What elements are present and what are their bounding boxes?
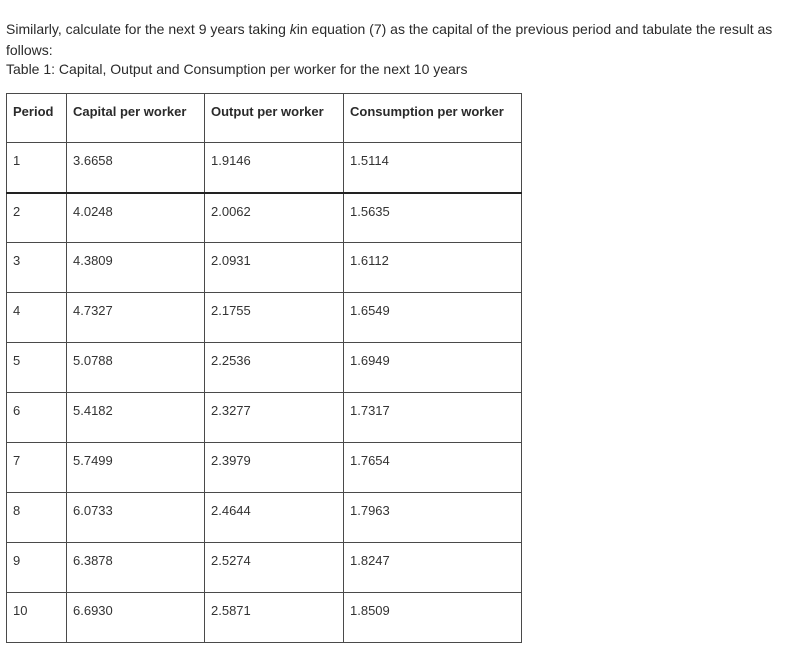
cell-capital: 5.7499 xyxy=(67,443,205,493)
cell-output: 2.0062 xyxy=(205,193,344,243)
cell-consumption: 1.7963 xyxy=(344,493,522,543)
table-row xyxy=(7,493,522,543)
data-table xyxy=(6,93,522,643)
cell-capital: 6.3878 xyxy=(67,543,205,593)
table-row xyxy=(7,543,522,593)
cell-consumption: 1.6949 xyxy=(344,343,522,393)
cell-capital: 4.3809 xyxy=(67,243,205,293)
cell-output: 2.5871 xyxy=(205,593,344,643)
cell-output: 2.1755 xyxy=(205,293,344,343)
cell-period: 7 xyxy=(7,443,67,493)
table-row xyxy=(7,243,522,293)
table-row xyxy=(7,193,522,243)
cell-output: 2.5274 xyxy=(205,543,344,593)
cell-output: 2.0931 xyxy=(205,243,344,293)
cell-consumption: 1.8247 xyxy=(344,543,522,593)
cell-consumption: 1.7654 xyxy=(344,443,522,493)
cell-output: 2.3277 xyxy=(205,393,344,443)
cell-capital: 3.6658 xyxy=(67,143,205,193)
header-period: Period xyxy=(7,94,67,143)
cell-consumption: 1.5635 xyxy=(344,193,522,243)
table-row xyxy=(7,593,522,643)
cell-consumption: 1.8509 xyxy=(344,593,522,643)
header-capital-per-worker: Capital per worker xyxy=(67,94,205,143)
cell-consumption: 1.5114 xyxy=(344,143,522,193)
intro-text-after: in equation (7) as the capital of the previous period and tabulate the result as follows: xyxy=(6,21,773,58)
table-caption: Table 1: Capital, Output and Consumption per worker for the next 10 years xyxy=(6,61,468,77)
cell-output: 2.4644 xyxy=(205,493,344,543)
cell-capital: 4.7327 xyxy=(67,293,205,343)
cell-period: 8 xyxy=(7,493,67,543)
cell-period: 5 xyxy=(7,343,67,393)
cell-consumption: 1.6549 xyxy=(344,293,522,343)
cell-period: 6 xyxy=(7,393,67,443)
table-row xyxy=(7,343,522,393)
header-output-per-worker: Output per worker xyxy=(205,94,344,143)
intro-text-before: Similarly, calculate for the next 9 years taking xyxy=(6,21,290,37)
cell-period: 10 xyxy=(7,593,67,643)
cell-consumption: 1.7317 xyxy=(344,393,522,443)
cell-output: 1.9146 xyxy=(205,143,344,193)
cell-capital: 4.0248 xyxy=(67,193,205,243)
table-row xyxy=(7,393,522,443)
table-row xyxy=(7,143,522,193)
intro-variable: k xyxy=(289,21,297,37)
cell-capital: 6.6930 xyxy=(67,593,205,643)
cell-consumption: 1.6112 xyxy=(344,243,522,293)
cell-output: 2.3979 xyxy=(205,443,344,493)
table-row xyxy=(7,443,522,493)
cell-output: 2.2536 xyxy=(205,343,344,393)
cell-period: 3 xyxy=(7,243,67,293)
cell-period: 2 xyxy=(7,193,67,243)
table-header-row xyxy=(7,94,522,143)
cell-capital: 5.4182 xyxy=(67,393,205,443)
intro-paragraph xyxy=(6,19,792,61)
cell-period: 9 xyxy=(7,543,67,593)
header-consumption-per-worker: Consumption per worker xyxy=(344,94,522,143)
table-row xyxy=(7,293,522,343)
cell-capital: 5.0788 xyxy=(67,343,205,393)
cell-period: 1 xyxy=(7,143,67,193)
cell-period: 4 xyxy=(7,293,67,343)
cell-capital: 6.0733 xyxy=(67,493,205,543)
